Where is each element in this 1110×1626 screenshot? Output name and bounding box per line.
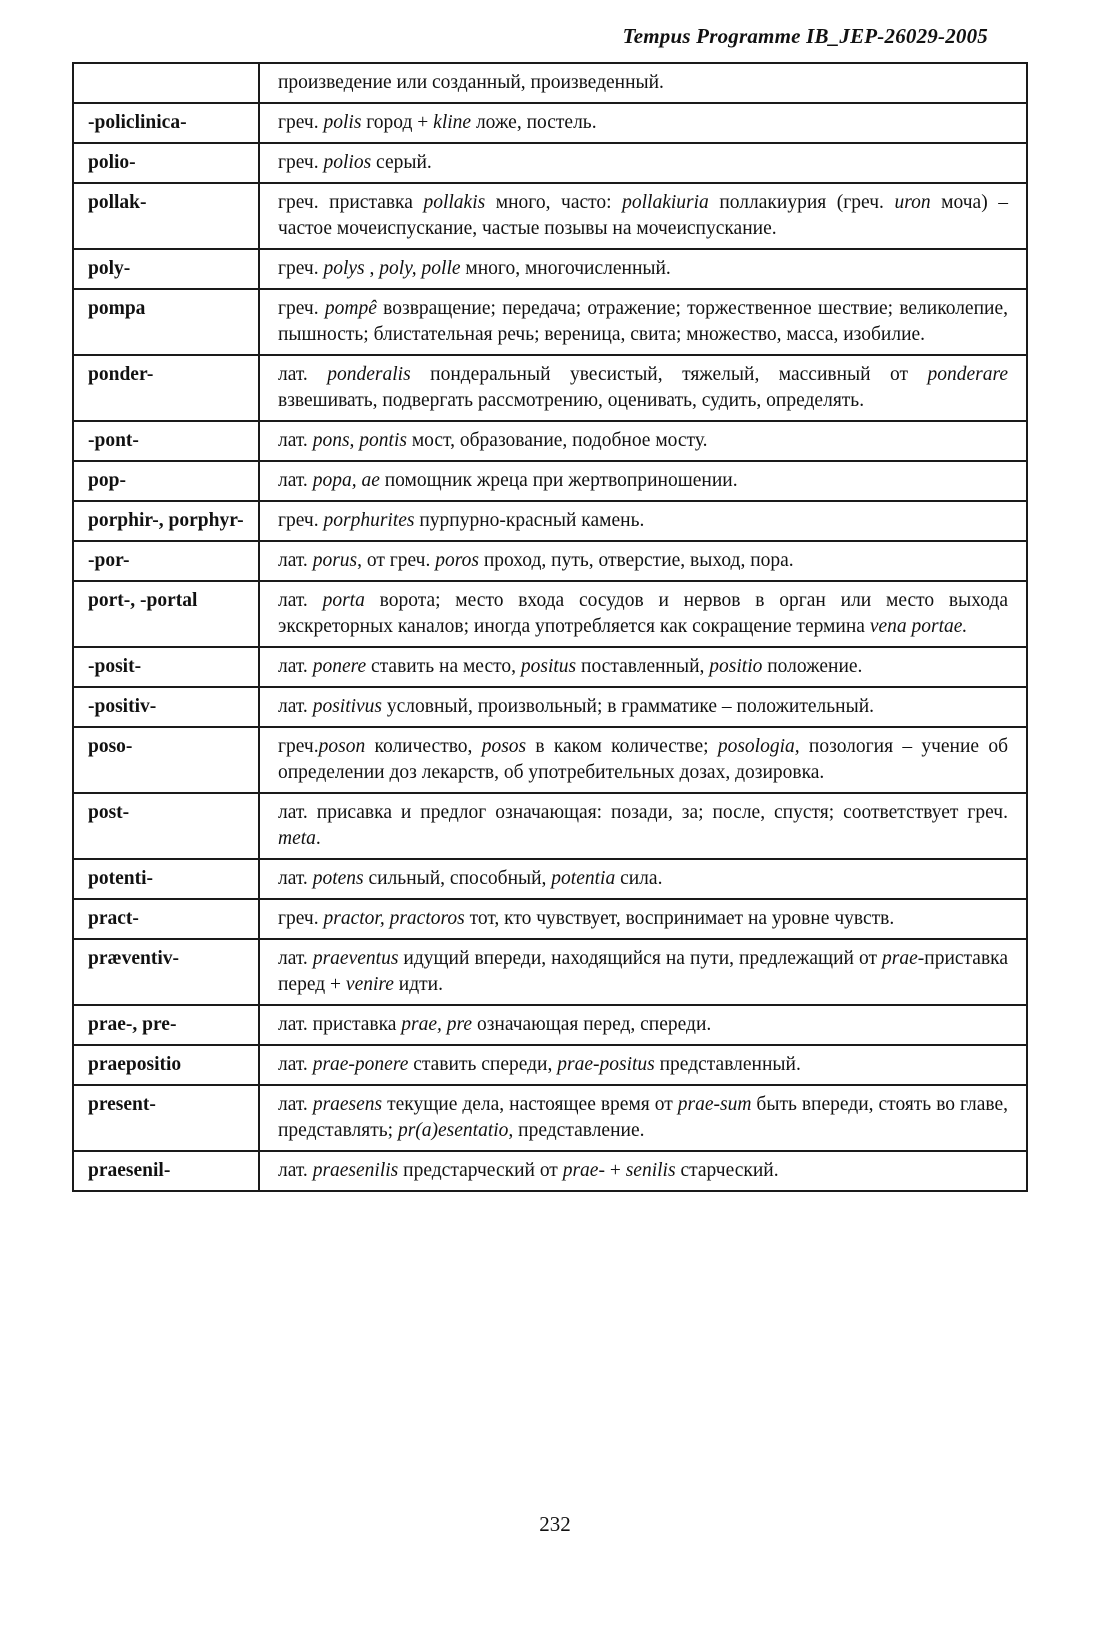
definition-text: много, часто:: [485, 192, 623, 213]
definition-text: количество,: [365, 736, 482, 757]
term-cell: pop-: [73, 461, 259, 501]
definition-text: моча) – частое мочеиспускание, частые позывы на мочеиспускание.: [278, 192, 1008, 239]
definition-cell: [259, 289, 1027, 355]
table-row: [73, 183, 1027, 249]
definition-text: мост, образование, подобное мосту.: [406, 430, 708, 451]
definition-cell: [259, 461, 1027, 501]
definition-text: ставить спереди,: [408, 1054, 558, 1075]
term-cell: praepositio: [73, 1045, 259, 1085]
definition-italic-text: poly, polle: [379, 258, 461, 279]
definition-text: предстарческий от: [398, 1160, 563, 1181]
definition-text: позология – учение об определении доз лекарств, об употребительных дозах, дозировка.: [278, 736, 1008, 783]
definition-text: лат. приставка: [278, 1014, 402, 1035]
definition-text: тот, кто чувствует, воспринимает на уровне чувств.: [464, 908, 895, 929]
definition-text: ставить на место,: [366, 656, 521, 677]
definition-text: греч.: [278, 736, 319, 757]
term-cell: -positiv-: [73, 687, 259, 727]
definition-text: в каком количестве;: [526, 736, 718, 757]
definition-cell: [259, 1151, 1027, 1191]
definition-text: сильный, способный,: [363, 868, 552, 889]
definition-text: много, многочисленный.: [460, 258, 671, 279]
definition-italic-text: polys: [323, 258, 365, 279]
definition-text: , от греч.: [357, 550, 436, 571]
definition-italic-text: prae-ponere: [312, 1054, 409, 1075]
definition-cell: [259, 1005, 1027, 1045]
definition-italic-text: prae, pre: [401, 1014, 473, 1035]
definition-cell: [259, 541, 1027, 581]
term-cell: ponder-: [73, 355, 259, 421]
table-row: [73, 859, 1027, 899]
definition-italic-text: senilis: [625, 1160, 676, 1181]
definition-text: лат.: [278, 550, 313, 571]
definition-text: представление.: [513, 1120, 645, 1141]
definition-text: серый.: [371, 152, 432, 173]
definition-text: греч.: [278, 298, 325, 319]
table-row: [73, 1151, 1027, 1191]
definition-cell: [259, 581, 1027, 647]
term-cell: præventiv-: [73, 939, 259, 1005]
definition-text: старческий.: [675, 1160, 779, 1181]
definition-text: .: [315, 828, 321, 849]
definition-text: текущие дела, настоящее время от: [382, 1094, 678, 1115]
table-row: [73, 103, 1027, 143]
definition-italic-text: positivus: [312, 696, 383, 717]
table-row: [73, 1045, 1027, 1085]
definition-text: пурпурно-красный камень.: [414, 510, 645, 531]
definition-italic-text: potens: [312, 868, 364, 889]
definition-text: лат.: [278, 1054, 313, 1075]
definition-text: греч. приставка: [278, 192, 424, 213]
definition-text: греч.: [278, 112, 324, 133]
definition-cell: [259, 899, 1027, 939]
definition-italic-text: venire: [345, 974, 394, 995]
definition-text: идти.: [393, 974, 443, 995]
term-cell: poly-: [73, 249, 259, 289]
definition-italic-text: praeventus: [312, 948, 399, 969]
term-cell: potenti-: [73, 859, 259, 899]
dictionary-table: [72, 62, 1028, 1192]
definition-text: ворота; место входа сосудов и нервов в орган или место выхода экскреторных каналов; иногда употребляется как сокращение термина: [278, 590, 1009, 637]
term-cell: polio-: [73, 143, 259, 183]
definition-text: сила.: [615, 868, 663, 889]
definition-text: греч.: [278, 510, 324, 531]
definition-text: греч.: [278, 258, 324, 279]
table-row: [73, 1085, 1027, 1151]
definition-italic-text: meta: [278, 828, 316, 849]
definition-text: пондеральный увесистый, тяжелый, массивный от: [410, 364, 928, 385]
term-cell: pompa: [73, 289, 259, 355]
definition-italic-text: posos: [481, 736, 527, 757]
definition-cell: [259, 63, 1027, 103]
definition-italic-text: poson: [318, 736, 366, 757]
term-cell: prae-, pre-: [73, 1005, 259, 1045]
term-cell: porphir-, porphyr-: [73, 501, 259, 541]
definition-italic-text: praesens: [312, 1094, 383, 1115]
definition-text: +: [604, 1160, 626, 1181]
definition-italic-text: positus: [520, 656, 577, 677]
definition-cell: [259, 1085, 1027, 1151]
definition-text: положение.: [762, 656, 863, 677]
definition-text: возвращение; передача; отражение; торжественное шествие; великолепие, пышность; блистательная речь; вереница, свита; множество, масса, изобилие.: [278, 298, 1008, 345]
definition-cell: [259, 249, 1027, 289]
definition-text: лат.: [278, 948, 313, 969]
definition-text: лат. присавка и предлог означающая: позади, за; после, спустя; соответствует греч.: [278, 802, 1008, 823]
definition-text: греч.: [278, 908, 324, 929]
definition-italic-text: polios: [323, 152, 372, 173]
definition-italic-text: poros: [435, 550, 479, 571]
definition-cell: [259, 687, 1027, 727]
term-cell: post-: [73, 793, 259, 859]
term-cell: -pont-: [73, 421, 259, 461]
dictionary-table-body: [73, 63, 1027, 1191]
term-cell: present-: [73, 1085, 259, 1151]
definition-italic-text: vena portae.: [869, 616, 968, 637]
term-cell: -posit-: [73, 647, 259, 687]
definition-text: лат.: [278, 696, 313, 717]
table-row: [73, 501, 1027, 541]
term-cell: port-, -portal: [73, 581, 259, 647]
definition-text: поллакиурия (греч.: [708, 192, 895, 213]
definition-cell: [259, 859, 1027, 899]
table-row: [73, 249, 1027, 289]
term-cell: -policlinica-: [73, 103, 259, 143]
table-row: [73, 939, 1027, 1005]
definition-italic-text: porta: [322, 590, 365, 611]
term-cell: praesenil-: [73, 1151, 259, 1191]
definition-italic-text: popa, ae: [312, 470, 380, 491]
definition-italic-text: prae-positus: [557, 1054, 655, 1075]
definition-text: поставленный,: [576, 656, 710, 677]
term-cell: poso-: [73, 727, 259, 793]
table-row: [73, 541, 1027, 581]
definition-italic-text: uron: [894, 192, 931, 213]
definition-cell: [259, 421, 1027, 461]
table-row: [73, 899, 1027, 939]
definition-italic-text: pr(a)esentatio,: [397, 1120, 514, 1141]
table-row: [73, 63, 1027, 103]
definition-italic-text: ponere: [312, 656, 367, 677]
definition-italic-text: pollakis: [423, 192, 486, 213]
definition-cell: [259, 939, 1027, 1005]
definition-italic-text: ponderalis: [327, 364, 411, 385]
definition-italic-text: porphurites: [323, 510, 415, 531]
table-row: [73, 581, 1027, 647]
term-cell: [73, 63, 259, 103]
definition-text: -приставка перед +: [278, 948, 1008, 995]
definition-italic-text: praesenilis: [312, 1160, 399, 1181]
table-row: [73, 355, 1027, 421]
definition-text: лат.: [278, 430, 313, 451]
table-row: [73, 289, 1027, 355]
definition-text: означающая перед, спереди.: [472, 1014, 712, 1035]
running-header: Tempus Programme IB_JEP-26029-2005: [622, 24, 988, 48]
table-row: [73, 1005, 1027, 1045]
definition-italic-text: prae-: [562, 1160, 605, 1181]
definition-cell: [259, 1045, 1027, 1085]
definition-cell: [259, 355, 1027, 421]
table-row: [73, 687, 1027, 727]
definition-cell: [259, 103, 1027, 143]
table-row: [73, 143, 1027, 183]
definition-text: лат.: [278, 364, 328, 385]
term-cell: pract-: [73, 899, 259, 939]
definition-italic-text: pompê: [324, 298, 377, 319]
definition-text: взвешивать, подвергать рассмотрению, оценивать, судить, определять.: [278, 390, 865, 411]
definition-italic-text: polis: [323, 112, 362, 133]
definition-text: помощник жреца при жертвоприношении.: [379, 470, 738, 491]
definition-cell: [259, 727, 1027, 793]
definition-text: лат.: [278, 868, 313, 889]
definition-text: лат.: [278, 1160, 313, 1181]
definition-text: ложе, постель.: [471, 112, 597, 133]
definition-text: лат.: [278, 590, 323, 611]
definition-italic-text: ponderare: [927, 364, 1008, 385]
definition-italic-text: pons, pontis: [312, 430, 407, 451]
definition-italic-text: posologia,: [717, 736, 800, 757]
table-row: [73, 793, 1027, 859]
definition-text: проход, путь, отверстие, выход, пора.: [478, 550, 794, 571]
definition-text: лат.: [278, 470, 313, 491]
definition-text: представленный.: [654, 1054, 801, 1075]
definition-cell: [259, 647, 1027, 687]
definition-text: город +: [361, 112, 434, 133]
term-cell: -por-: [73, 541, 259, 581]
table-row: [73, 727, 1027, 793]
definition-italic-text: pollakiuria: [622, 192, 709, 213]
definition-cell: [259, 501, 1027, 541]
definition-cell: [259, 793, 1027, 859]
definition-text: греч.: [278, 152, 324, 173]
definition-cell: [259, 183, 1027, 249]
table-row: [73, 421, 1027, 461]
table-row: [73, 647, 1027, 687]
definition-italic-text: prae: [882, 948, 918, 969]
definition-cell: [259, 143, 1027, 183]
definition-text: условный, произвольный; в грамматике – положительный.: [382, 696, 875, 717]
definition-text: произведение или созданный, произведенный.: [278, 72, 664, 93]
definition-italic-text: potentia: [551, 868, 616, 889]
definition-italic-text: porus: [312, 550, 358, 571]
definition-italic-text: positio: [709, 656, 763, 677]
definition-italic-text: prae-sum: [677, 1094, 752, 1115]
definition-text: лат.: [278, 1094, 313, 1115]
definition-italic-text: practor, practoros: [323, 908, 465, 929]
definition-italic-text: kline: [433, 112, 472, 133]
page-number: 232: [539, 1512, 571, 1536]
definition-text: быть впереди, стоять во главе, представлять;: [278, 1094, 1009, 1141]
definition-text: идущий впереди, находящийся на пути, предлежащий от: [398, 948, 883, 969]
definition-text: лат.: [278, 656, 313, 677]
definition-text: ,: [364, 258, 380, 279]
term-cell: pollak-: [73, 183, 259, 249]
table-row: [73, 461, 1027, 501]
